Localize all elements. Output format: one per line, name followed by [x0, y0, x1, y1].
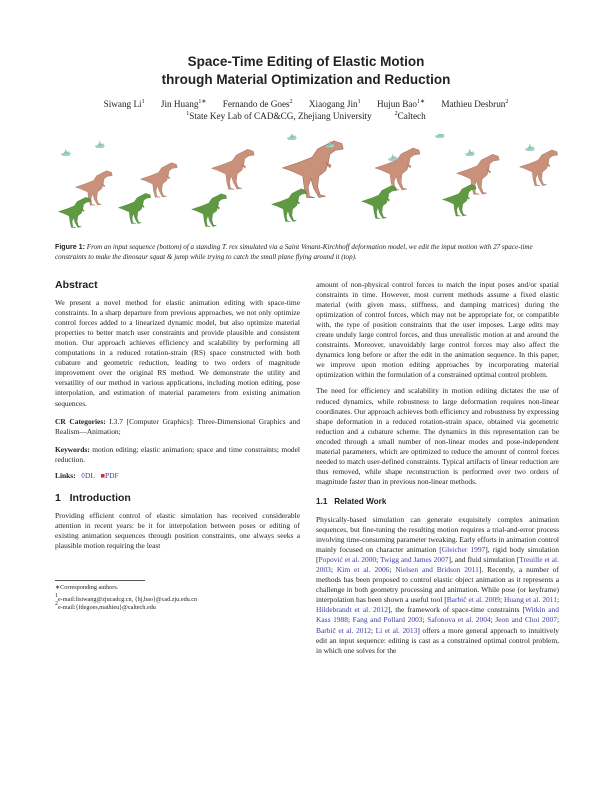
author: Jin Huang$^{1∗}$ — [160, 99, 207, 109]
citation[interactable]: Huang et al. 2011 — [503, 595, 557, 605]
right-paragraph-2: The need for efficiency and scalability in motion editing dictates the use of reduced dynamics, while robustness to large deformation requires non-linear coordinates. Our approach achieves both efficiency and robustness by expressing shape deformation in a reduced rotation-strain space, obtained via geometric reduction and a cubature scheme. The dynamics in this representation can be encoded through a small number of non-linear modes and pose-independent material parameters, which are optimized to reduce the amount of control forces needed to match user-defined constraints. Typical artifacts of linear reduction are thus removed, while shape reconstruction is performed over two orders of magnitude faster than in previous non-linear methods. — [316, 386, 559, 486]
links-row: Links: ◊DL ■PDF — [55, 470, 119, 480]
intro-heading: 1 Introduction — [55, 491, 131, 504]
author: Siwang Li$^1$ — [103, 99, 145, 109]
teaser-figure — [55, 134, 560, 240]
keywords: Keywords: motion editing; elastic animation; space and time constraints; model reduction. — [55, 444, 300, 464]
footnote-email2: $^2$e-mail:{fdegoes,mathieu}@caltech.edu — [55, 601, 156, 611]
related-work-heading: 1.1 Related Work — [316, 496, 387, 506]
dl-icon: ◊ — [81, 470, 85, 480]
author: Xiaogang Jin$^1$ — [308, 99, 361, 109]
author: Fernando de Goes$^2$ — [222, 99, 293, 109]
left-column — [55, 280, 300, 557]
citation[interactable]: Popović et al. 2000 — [318, 555, 377, 565]
pdf-icon: ■ — [100, 470, 105, 480]
citation[interactable]: Witkin and Kass 1988 — [316, 605, 559, 625]
related-work-text: Physically-based simulation can generate exquisitely complex animation sequences, but fine-tuning the resulting motion requires a trial-and-error process involving time-consuming parameter tweaking. Early efforts in animation control mainly focused on character animation [Gleicher 1997], rigid body simulation [Popović et al. 2000; Twigg and James 2007], and fluid simulation [Treuille et al. 2003; Kim et al. 2006; Nielsen and Bridson 2011]. Recently, a number of methods has been proposed to control elastic object animation as it represents a challenge in both geometry processing and animation. While pose (or keyframe) interpolation has been shown a useful tool [Barbič et al. 2009; Huang et al. 2011; Hildebrandt et al. 2012], the framework of space-time constraints [Witkin and Kass 1988; Fang and Pollard 2003; Safonova et al. 2004; Jeon and Choi 2007; Barbič et al. 2012; Li et al. 2013] offers a more general approach to intuitively edit an input sequence: editing is cast as a constrained optimal control problem, in which one solves for the — [316, 514, 560, 655]
citation[interactable]: Li et al. 2013 — [375, 625, 418, 635]
affiliations: $^1$State Key Lab of CAD&CG, Zhejiang University $^2$Caltech — [186, 111, 426, 121]
citation[interactable]: Gleicher 1997 — [441, 545, 486, 555]
plane-icons — [61, 134, 535, 161]
footnote-corresponding: ∗Corresponding authors. — [55, 584, 119, 591]
pdf-link[interactable]: PDF — [104, 470, 119, 480]
paper-title-line2: through Material Optimization and Reduction — [161, 72, 451, 87]
citation[interactable]: Treuille et al. 2003 — [316, 555, 559, 575]
footnote-email1: $^1$e-mail:lisiwang@zjucadcg.cn, {hj,bao}@cad.zju.edu.cn — [55, 593, 198, 603]
cr-categories: CR Categories: I.3.7 [Computer Graphics]: Three-Dimensional Graphics and Realism—Animation; — [55, 416, 300, 436]
citation[interactable]: Fang and Pollard 2003 — [352, 615, 423, 625]
footnote-rule — [55, 580, 145, 581]
abstract-text: We present a novel method for elastic animation editing with space-time constraints. In a sharp departure from previous approaches, we not only optimize control forces added to a linearized dynamic model, but also optimize material properties to better match user constraints and provide plausible and consistent motion. Our approach achieves efficiency and scalability by performing all computations in a reduced rotation-strain (RS) space constructed with both cubature and geometric reduction, leading to two orders of magnitude improvement over the original RS method. We demonstrate the utility and versatility of our method in various applications, including motion editing, pose interpolation, and estimation of material parameters from existing animation sequences. — [55, 298, 300, 408]
abstract-heading: Abstract — [55, 279, 98, 291]
paper-title-line1: Space-Time Editing of Elastic Motion — [187, 54, 425, 69]
citation[interactable]: Jeon and Choi 2007 — [495, 615, 557, 625]
citation[interactable]: Safonova et al. 2004 — [427, 615, 491, 625]
citation[interactable]: Hildebrandt et al. 2012 — [316, 605, 388, 615]
author: Hujun Bao$^{1∗}$ — [376, 99, 426, 109]
author: Mathieu Desbrun$^2$ — [441, 99, 509, 109]
citation[interactable]: Twigg and James 2007 — [380, 555, 449, 565]
figure-caption: Figure 1: From an input sequence (bottom) of a standing T. rex simulated via a Saint Venant-Kirchhoff deformation model, we edit the input motion with 27 space-time constraints to make the dinosaur squat & jump while trying to catch the small plane flying around it (top). — [55, 243, 533, 261]
citation[interactable]: Barbič et al. 2012 — [316, 625, 371, 635]
citation[interactable]: Barbič et al. 2009 — [446, 595, 500, 605]
citation[interactable]: Kim et al. 2006 — [336, 565, 390, 575]
citation[interactable]: Nielsen and Bridson 2011 — [395, 565, 479, 575]
right-paragraph-1: amount of non-physical control forces to match the input poses and/or spatial constraints in time. However, most current methods assume a fixed elastic material (with given mass, stiffness, and damping matrices) during the optimization of control forces, which may not be appropriate for, or compatible with, the type of position constraints that the user imposes. Large edits may create unduly large control forces, and thus unrealistic motion at and around the constraints. Moreover, unavoidably large control forces may also affect the dynamics long before or after the edit in the animation sequence. In this paper, we improve upon motion editing approaches by incorporating material optimization within the formulation of a constrained optimal control problem. — [316, 280, 559, 380]
dl-link[interactable]: DL — [84, 470, 95, 480]
input-trex-sequence — [58, 185, 476, 228]
right-column — [316, 280, 559, 662]
intro-text: Providing efficient control of elastic simulation has received considerable attention in recent years: be it for interpolation between poses or editing of existing animation sequences through position constraints, one always seeks a plausible motion requiring the least — [55, 510, 300, 550]
